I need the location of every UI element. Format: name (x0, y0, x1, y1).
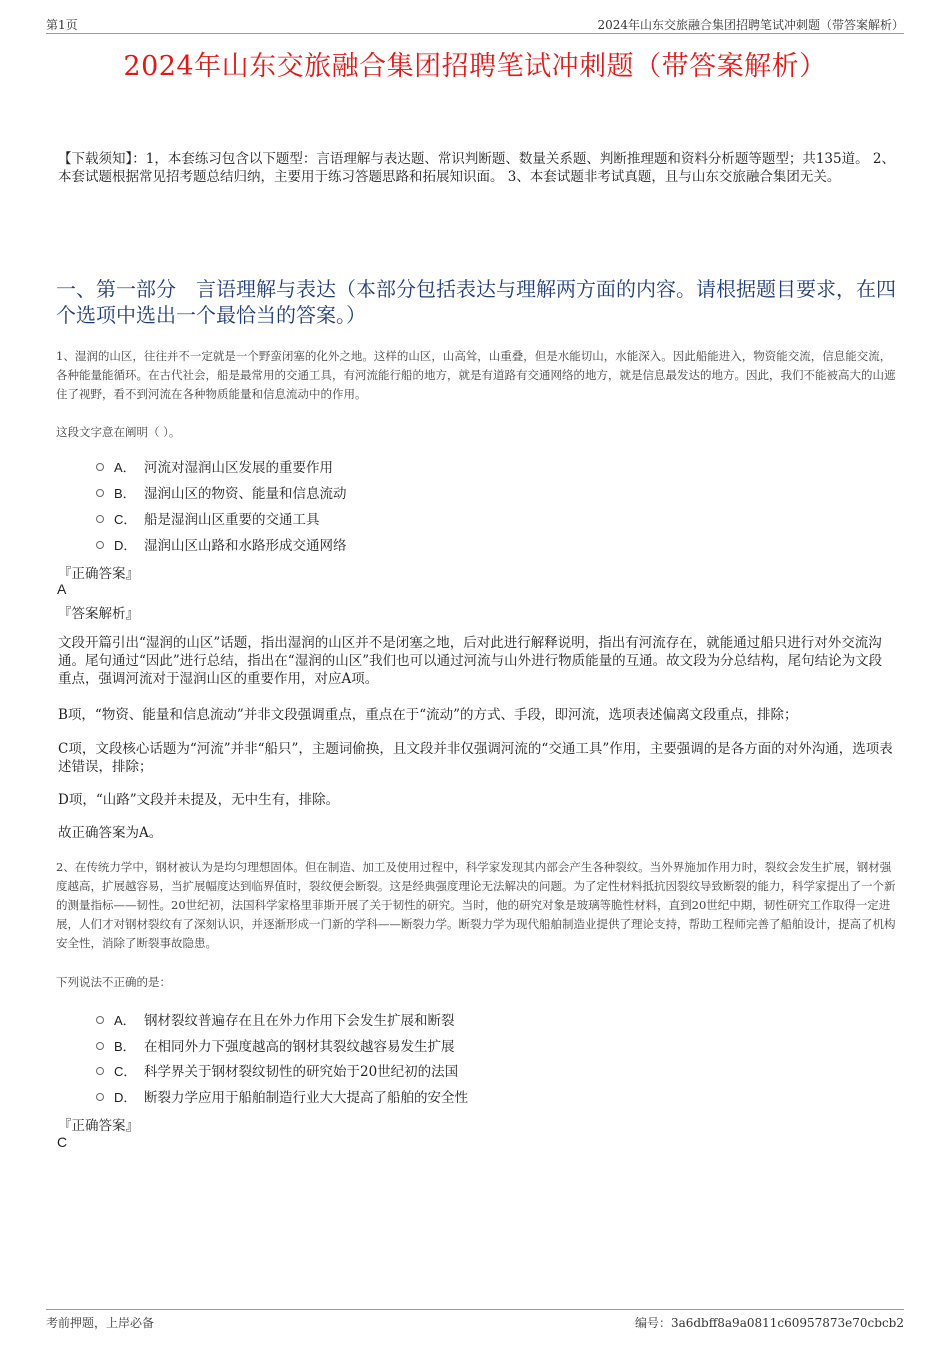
option-text: 在相同外力下强度越高的钢材其裂纹越容易发生扩展 (144, 1039, 455, 1055)
option-text: 湿润山区的物资、能量和信息流动 (144, 486, 347, 502)
radio-icon[interactable] (96, 541, 104, 549)
q1-answer-label: 『正确答案』 (58, 566, 139, 582)
q1-option-c[interactable] (96, 508, 320, 528)
question-1-stem: 这段文字意在阐明（ ）。 (56, 425, 181, 439)
radio-icon[interactable] (96, 463, 104, 471)
q1-analysis-paragraph: D项，“山路”文段并未提及，无中生有，排除。 (58, 792, 340, 808)
radio-icon[interactable] (96, 489, 104, 497)
section-title: 一、第一部分 言语理解与表达（本部分包括表达与理解两方面的内容。请根据题目要求，在四个选项中选出一个最恰当的答案。） (56, 277, 896, 327)
running-header-title: 2024年山东交旅融合集团招聘笔试冲刺题（带答案解析） (597, 18, 904, 32)
page-title: 2024年山东交旅融合集团招聘笔试冲刺题（带答案解析） (123, 51, 827, 82)
question-2-text: 2、在传统力学中，钢材被认为是均匀理想固体。但在制造、加工及使用过程中，科学家发现其内部会产生各种裂纹。当外界施加作用力时，裂纹会发生扩展，钢材强度越高，扩展越容易，当扩展幅度达到临界值时，裂纹便会断裂。这是经典强度理论无法解决的问题。为了定性材料抵抗因裂纹导致断裂的能力，科学家提出了一个新的测量指标——韧性。20世纪初，法国科学家格里菲斯开展了关于韧性的研究。当时，他的研究对象是玻璃等脆性材料，直到20世纪中期，韧性研究工作取得一定进展，人们才对钢材裂纹有了深刻认识，并逐渐形成一门新的学科——断裂力学。断裂力学为现代船舶制造业提供了理论支持，帮助工程师完善了船舶设计，提高了机构安全性，消除了断裂事故隐患。 (56, 860, 896, 950)
radio-icon[interactable] (96, 1016, 104, 1024)
option-letter: D． (114, 537, 137, 553)
download-notice: 【下载须知】：1，本套练习包含以下题型：言语理解与表达题、常识判断题、数量关系题、判断推理题和资料分析题等题型；共135道。 2、本套试题根据常见招考题总结归纳，主要用于练习答题思路和拓展知识面。 3、本套试题非考试真题，且与山东交旅融合集团无关。 (58, 151, 895, 185)
q1-answer-value: A (57, 581, 67, 597)
footer-slogan: 考前押题，上岸必备 (46, 1316, 155, 1330)
option-text: 船是湿润山区重要的交通工具 (144, 512, 320, 528)
radio-icon[interactable] (96, 515, 104, 523)
option-text: 科学界关于钢材裂纹韧性的研究始于20世纪初的法国 (144, 1064, 459, 1080)
footer-divider (46, 1309, 904, 1310)
option-letter: C． (114, 1063, 137, 1079)
q1-analysis-paragraph: C项，文段核心话题为“河流”并非“船只”，主题词偷换，且文段并非仅强调河流的“交通工具”作用，主要强调的是各方面的对外沟通，选项表述错误，排除； (58, 741, 893, 775)
option-text: 湿润山区山路和水路形成交通网络 (144, 538, 347, 554)
q2-option-c[interactable] (96, 1060, 458, 1080)
q1-analysis-paragraph: 故正确答案为A。 (58, 825, 163, 841)
option-letter: A． (114, 459, 136, 475)
page-number: 第1页 (46, 18, 78, 32)
q2-option-b[interactable] (96, 1035, 455, 1055)
q1-option-a[interactable] (96, 456, 333, 476)
q1-analysis-paragraph: B项，“物资、能量和信息流动”并非文段强调重点，重点在于“流动”的方式、手段，即河流，选项表述偏离文段重点，排除； (58, 707, 798, 723)
q2-option-a[interactable] (96, 1009, 455, 1029)
option-text: 钢材裂纹普遍存在且在外力作用下会发生扩展和断裂 (144, 1013, 455, 1029)
radio-icon[interactable] (96, 1042, 104, 1050)
option-letter: C． (114, 511, 137, 527)
radio-icon[interactable] (96, 1093, 104, 1101)
q1-option-b[interactable] (96, 482, 347, 502)
q2-answer-label: 『正确答案』 (58, 1118, 139, 1134)
q2-option-d[interactable] (96, 1086, 468, 1106)
q2-answer-value: C (57, 1134, 68, 1150)
document-id: 编号：3a6dbff8a9a0811c60957873e70cbcb2 (634, 1316, 904, 1330)
q1-option-d[interactable] (96, 534, 347, 554)
option-letter: A． (114, 1012, 136, 1028)
question-1-text: 1、湿润的山区，往往并不一定就是一个野蛮闭塞的化外之地。这样的山区，山高耸，山重叠，但是水能切山，水能深入。因此船能进入，物资能交流，信息能交流，各种能量能循环。在古代社会，船是最常用的交通工具，有河流能行船的地方，就是有道路有交通网络的地方，就是信息最发达的地方。因此，我们不能被高大的山遮住了视野，看不到河流在各种物质能量和信息流动中的作用。 (56, 349, 896, 401)
radio-icon[interactable] (96, 1067, 104, 1075)
header-divider (46, 33, 904, 34)
option-text: 河流对湿润山区发展的重要作用 (144, 460, 333, 476)
q1-analysis-paragraph: 文段开篇引出“湿润的山区”话题，指出湿润的山区并不是闭塞之地，后对此进行解释说明，指出有河流存在，就能通过船只进行对外交流沟通。尾句通过“因此”进行总结，指出在“湿润的山区”我们也可以通过河流与山外进行物质能量的互通。故文段为分总结构，尾句结论为文段重点，强调河流对于湿润山区的重要作用，对应A项。 (58, 635, 883, 687)
option-letter: B． (114, 485, 136, 501)
question-2-stem: 下列说法不正确的是： (56, 975, 171, 989)
option-text: 断裂力学应用于船舶制造行业大大提高了船舶的安全性 (144, 1090, 468, 1106)
option-letter: D． (114, 1089, 137, 1105)
q1-analysis-label: 『答案解析』 (58, 606, 139, 622)
option-letter: B． (114, 1038, 136, 1054)
